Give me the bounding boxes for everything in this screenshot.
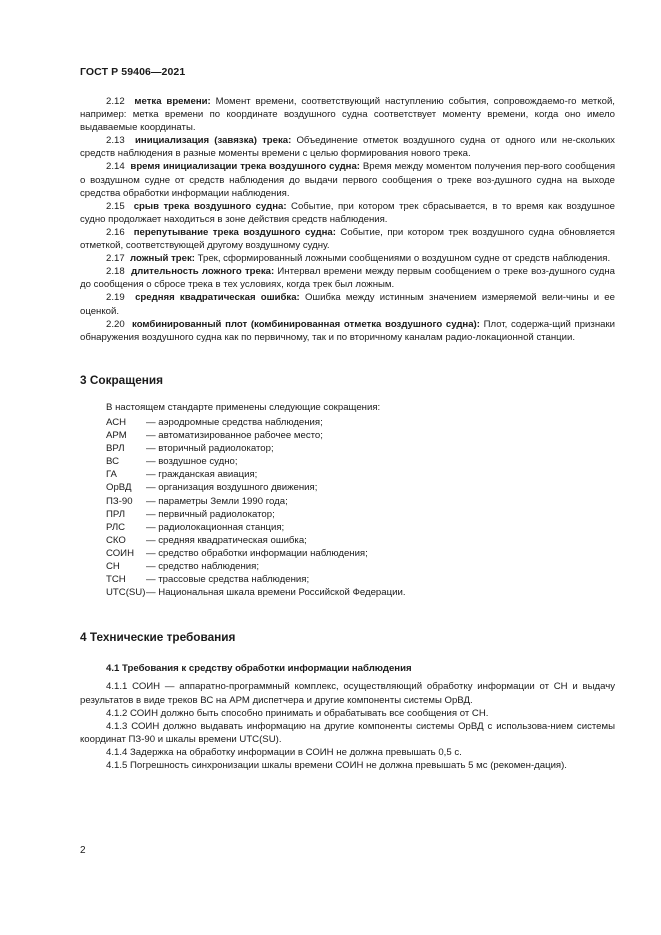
abbreviation-value: — радиолокационная станция; bbox=[146, 521, 285, 533]
abbreviation-key: АРМ bbox=[106, 430, 127, 442]
definition-item: 2.18 длительность ложного трека: Интервал времени между первым сообщением о треке воз-душного судна до сообщения о сбросе трека в тех условиях, когда трек был ложным. bbox=[80, 266, 615, 291]
abbreviation-value: — средство обработки информации наблюдения; bbox=[146, 547, 368, 559]
abbreviation-value: — средство наблюдения; bbox=[146, 561, 260, 572]
abbreviation-value: — первичный радиолокатор; bbox=[146, 508, 275, 520]
definition-term: инициализация (завязка) трека: bbox=[135, 135, 292, 147]
abbreviation-row bbox=[80, 508, 615, 521]
abbreviation-row bbox=[80, 468, 615, 481]
abbreviation-row bbox=[80, 416, 615, 429]
document-header: ГОСТ Р 59406—2021 bbox=[80, 66, 186, 78]
abbreviation-key: СОИН bbox=[106, 547, 135, 559]
abbreviation-value: — параметры Земли 1990 года; bbox=[146, 495, 288, 507]
definition-term: перепутывание трека воздушного судна: bbox=[133, 226, 336, 238]
requirement-item: 4.1.1 СОИН — аппаратно-программный комплекс, осуществляющий обработку информации от СН и выдачу результатов в виде треков ВС на АРМ диспетчера и другие компоненты системы ОрВД. bbox=[80, 681, 615, 706]
abbreviation-key: ТСН bbox=[106, 574, 126, 586]
abbreviation-row bbox=[80, 534, 615, 547]
abbreviation-key: ОрВД bbox=[106, 482, 132, 494]
abbreviation-key: АСН bbox=[106, 416, 127, 428]
abbreviation-row bbox=[80, 429, 615, 442]
definition-item: 2.13 инициализация (завязка) трека: Объединение отметок воздушного судна от одного или не-скольких средств наблюдения в разные моменты времени с целью формирования нового трека. bbox=[80, 135, 615, 160]
definition-text: Интервал времени между первым сообщением о треке воз-душного судна до сообщения о сбросе трека в тех условиях, когда трек был ложным. bbox=[80, 266, 615, 291]
abbreviation-key: ВРЛ bbox=[106, 443, 125, 455]
abbreviation-row bbox=[80, 495, 615, 508]
subsection-4-1-title: 4.1 Требования к средству обработки информации наблюдения bbox=[106, 663, 412, 675]
abbreviation-value: — гражданская авиация; bbox=[146, 469, 258, 481]
requirements-list bbox=[80, 680, 615, 772]
definition-term: срыв трека воздушного судна: bbox=[133, 200, 287, 212]
abbreviation-row bbox=[80, 442, 615, 455]
definition-term: метка времени: bbox=[134, 96, 211, 107]
page-content bbox=[80, 95, 615, 772]
definitions-list bbox=[80, 95, 615, 344]
requirement-item: 4.1.2 СОИН должно быть способно принимать и обрабатывать все сообщения от СН. bbox=[106, 707, 489, 719]
definition-text: Плот, содержа-щий признаки обнаружения воздушного судна как по первичному, так и по вторичному каналам радио-локационной станции. bbox=[80, 318, 616, 343]
abbreviation-row bbox=[80, 560, 615, 573]
definition-item: 2.17 ложный трек: Трек, сформированный ложными сообщениями о воздушном судне от средств наблюдения. bbox=[106, 253, 611, 265]
definition-text: Событие, при котором трек сбрасывается, в то время как воздушное судно продолжает находиться в зоне действия средств наблюдения. bbox=[80, 200, 616, 225]
abbreviation-key: ПЗ-90 bbox=[106, 495, 133, 507]
abbreviation-value: — трассовые средства наблюдения; bbox=[146, 574, 310, 586]
requirement-item: 4.1.5 Погрешность синхронизации шкалы времени СОИН не должна превышать 5 мс (рекомен-дация). bbox=[106, 760, 567, 772]
abbreviation-row bbox=[80, 481, 615, 494]
abbreviations-list bbox=[80, 416, 615, 599]
abbreviation-value: — автоматизированное рабочее место; bbox=[146, 430, 323, 442]
abbreviation-row bbox=[80, 573, 615, 586]
definition-text: Время между моментом получения пер-вого сообщения о воздушном судне от средств наблюдения до выдачи первого сообщения о треке воз-душного судна на выходе средства обработки информации наблюдения. bbox=[80, 161, 616, 199]
abbreviation-key: СН bbox=[106, 561, 120, 572]
definition-text: Событие, при котором трек воздушного судна обновляется отметкой, соответствующей другому воздушному судну. bbox=[80, 226, 615, 252]
section-3-title: 3 Сокращения bbox=[80, 372, 164, 387]
abbreviation-key: ГА bbox=[106, 469, 117, 481]
definition-item: 2.15 срыв трека воздушного судна: Событие, при котором трек сбрасывается, в то время как воздушное судно продолжает находиться в зоне действия средств наблюдения. bbox=[80, 200, 616, 225]
page-number: 2 bbox=[80, 845, 86, 856]
section-3-intro: В настоящем стандарте применены следующие сокращения: bbox=[106, 401, 381, 413]
definition-term: ложный трек: bbox=[130, 253, 195, 265]
abbreviation-row bbox=[80, 455, 615, 468]
abbreviation-value: — аэродромные средства наблюдения; bbox=[146, 416, 323, 428]
abbreviation-row bbox=[80, 586, 615, 599]
abbreviation-key: UTC(SU) bbox=[106, 587, 146, 599]
abbreviation-row bbox=[80, 521, 615, 534]
definition-item: 2.19 средняя квадратическая ошибка: Ошибка между истинным значением измеряемой вели-чины и ее оценкой. bbox=[80, 292, 615, 317]
definition-term: средняя квадратическая ошибка: bbox=[135, 292, 300, 304]
definition-text: Ошибка между истинным значением измеряемой вели-чины и ее оценкой. bbox=[80, 292, 615, 317]
definition-item: 2.12 метка времени: Момент времени, соответствующий наступлению события, сопровождаемо-го меткой, например: метка времени по координате воздушного судна соответствует моменту времени, когда оно имело выдаваемые координаты. bbox=[80, 96, 615, 134]
definition-term: время инициализации трека воздушного судна: bbox=[130, 161, 360, 173]
abbreviation-key: ВС bbox=[106, 456, 120, 468]
definition-term: длительность ложного трека: bbox=[131, 266, 275, 278]
definition-text: Объединение отметок воздушного судна от одного или не-скольких средств наблюдения в разные моменты времени с целью формирования нового трека. bbox=[80, 135, 615, 160]
section-4-title: 4 Технические требования bbox=[80, 630, 236, 645]
definition-text: Трек, сформированный ложными сообщениями о воздушном судне от средств наблюдения. bbox=[197, 253, 611, 265]
abbreviation-key: РЛС bbox=[106, 521, 126, 533]
abbreviation-value: — организация воздушного движения; bbox=[146, 482, 318, 494]
abbreviation-value: — средняя квадратическая ошибка; bbox=[146, 534, 307, 546]
requirement-item: 4.1.4 Задержка на обработку информации в СОИН не должна превышать 0,5 с. bbox=[106, 746, 462, 758]
definition-text: Момент времени, соответствующий наступлению события, сопровождаемо-го меткой, например: метка времени по координате воздушного судна соответствует моменту времени, когда оно имело выдаваемые координаты. bbox=[80, 96, 615, 134]
definition-item: 2.14 время инициализации трека воздушного судна: Время между моментом получения пер-вого сообщения о воздушном судне от средств наблюдения до выдачи первого сообщения о треке воз-душного судна на выходе средства обработки информации наблюдения. bbox=[80, 161, 616, 199]
definition-term: комбинированный плот (комбинированная отметка воздушного судна): bbox=[132, 318, 480, 330]
abbreviation-value: — воздушное судно; bbox=[146, 456, 238, 468]
definition-item: 2.16 перепутывание трека воздушного судна: Событие, при котором трек воздушного судна обновляется отметкой, соответствующей другому воздушному судну. bbox=[80, 226, 615, 252]
abbreviation-key: СКО bbox=[106, 534, 126, 546]
abbreviation-value: — вторичный радиолокатор; bbox=[146, 443, 274, 455]
definition-item: 2.20 комбинированный плот (комбинированная отметка воздушного судна): Плот, содержа-щий признаки обнаружения воздушного судна как по первичному, так и по вторичному каналам радио-локационной станции. bbox=[80, 318, 616, 343]
abbreviation-row bbox=[80, 547, 615, 560]
requirement-item: 4.1.3 СОИН должно выдавать информацию на другие компоненты системы ОрВД с использова-нием системы координат ПЗ-90 и шкалы времени UTC(SU). bbox=[80, 720, 615, 745]
abbreviation-value: — Национальная шкала времени Российской Федерации. bbox=[146, 587, 406, 599]
abbreviation-key: ПРЛ bbox=[106, 508, 126, 520]
